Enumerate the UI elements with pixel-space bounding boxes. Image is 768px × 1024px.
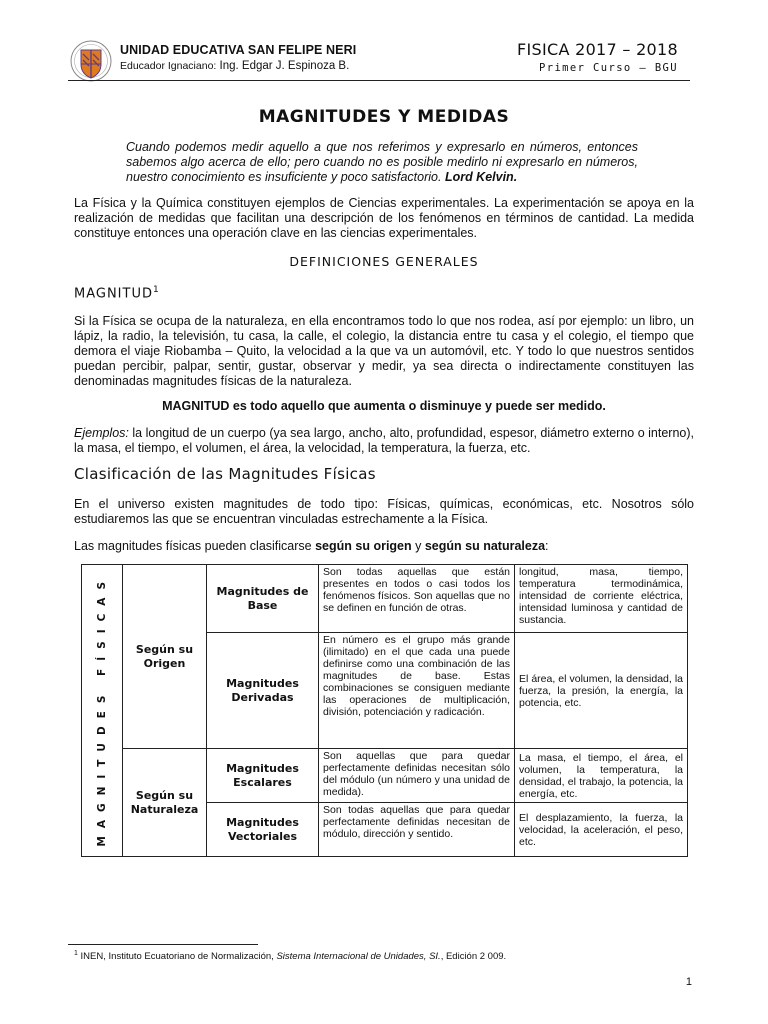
magnitud-paragraph: Si la Física se ocupa de la naturaleza, en ella encontramos todo lo que nos rodea, así por ejemplo: un libro, un lápiz, la radio, la televisión, tu casa, la calle, el colegio, la distancia entre tu casa y el colegio, el tiempo que demora el viaje Riobamba – Quito, la velocidad a la que va un automóvil, etc. Y todo lo que nuestros sentidos puedan percibir, palpar, sentir, gustar, observar y medir, ya sea directa o indirectamente constituyen las denominadas magnitudes físicas de la naturaleza. (74, 314, 694, 388)
examples-text: la longitud de un cuerpo (ya sea largo, ancho, alto, profundidad, espesor, diámetro externo o interno), la masa, el tiempo, el volumen, el área, la velocidad, la temperatura, la fuerza, etc. (74, 426, 694, 455)
type-cell: Magnitudes de Base (207, 565, 319, 633)
course-title: FISICA 2017 – 2018 (516, 40, 678, 59)
side-label-cell (82, 565, 123, 857)
examples-paragraph (74, 426, 694, 456)
classify-origin: según su origen (315, 539, 412, 553)
examples-cell: longitud, masa, tiempo, temperatura termodinámica, intensidad de corriente eléctrica, intensidad luminosa y cantidad de sustancia. (515, 565, 688, 633)
description-cell: Son aquellas que para quedar perfectamente definidas necesitan sólo del módulo (un número y una unidad de medida). (319, 749, 515, 803)
examples-label: Ejemplos: (74, 426, 129, 440)
examples-cell: La masa, el tiempo, el área, el volumen, la temperatura, la densidad, el trabajo, la potencia, la energía, etc. (515, 749, 688, 803)
type-cell: Magnitudes Escalares (207, 749, 319, 803)
footnote-italic: Sistema Internacional de Unidades, SI. (276, 951, 441, 963)
magnitud-definition: MAGNITUD es todo aquello que aumenta o disminuye y puede ser medido. (162, 399, 606, 413)
section-classification-heading: Clasificación de las Magnitudes Físicas (74, 465, 376, 483)
page-number: 1 (685, 976, 692, 988)
classify-paragraph (74, 539, 694, 554)
classify-pre: Las magnitudes físicas pueden clasificarse (74, 539, 316, 553)
table-row (82, 749, 688, 803)
grade-label: Primer Curso – BGU (539, 62, 678, 74)
quote (126, 140, 638, 185)
footnote-divider (68, 944, 258, 945)
magnitud-heading-text: MAGNITUD (74, 286, 153, 302)
footnote-post: , Edición 2 009. (440, 951, 507, 963)
classify-nature: según su naturaleza (424, 539, 546, 553)
universe-paragraph: En el universo existen magnitudes de todo tipo: Físicas, químicas, económicas, etc. Nosotros sólo estudiaremos las que se encuentran vinculadas estrechamente a la Física. (74, 497, 694, 526)
classify-mid: y (411, 539, 425, 553)
footnote (74, 950, 506, 962)
examples-cell: El área, el volumen, la densidad, la fuerza, la presión, la energía, la potencia, etc. (515, 633, 688, 749)
quote-text: Cuando podemos medir aquello a que nos referimos y expresarlo en números, entonces sabemos algo acerca de ello; pero cuando no es posible medirlo ni expresarlo en números, nuestro conocimiento es insuficiente y poco satisfactorio. (126, 140, 638, 184)
section-magnitud-heading (74, 285, 160, 301)
teacher-label: Educador Ignaciano: (120, 60, 217, 72)
teacher-line (120, 60, 349, 72)
school-name: UNIDAD EDUCATIVA SAN FELIPE NERI (120, 43, 357, 57)
side-label: MAGNITUDES FÍSICAS (96, 574, 108, 847)
footnote-ref: 1 (152, 285, 160, 295)
table-row (82, 565, 688, 633)
description-cell: Son todas aquellas que para quedar perfectamente definidas necesitan de módulo, dirección y sentido. (319, 803, 515, 857)
type-cell: Magnitudes Vectoriales (207, 803, 319, 857)
header-divider (68, 80, 690, 81)
school-crest-icon (70, 38, 112, 84)
group-nature: Según su Naturaleza (123, 749, 207, 857)
teacher-name: Ing. Edgar J. Espinoza B. (219, 60, 350, 72)
quote-author: Lord Kelvin. (444, 170, 518, 184)
group-origin: Según su Origen (123, 565, 207, 749)
footnote-pre: INEN, Instituto Ecuatoriano de Normalización, (77, 951, 277, 963)
classification-table (81, 564, 688, 857)
classify-post: : (545, 539, 549, 553)
page-title: MAGNITUDES Y MEDIDAS (258, 107, 510, 127)
type-cell: Magnitudes Derivadas (207, 633, 319, 749)
description-cell: Son todas aquellas que están presentes en todos o casi todos los fenómenos físicos. Son aquellas que no se definen en función de otras. (319, 565, 515, 633)
intro-paragraph: La Física y la Química constituyen ejemplos de Ciencias experimentales. La experimentación se apoya en la realización de medidas que facilitan una descripción de los fenómenos en términos de cantidad. La medida constituye entonces una operación clave en las ciencias experimentales. (74, 196, 694, 240)
description-cell: En número es el grupo más grande (ilimitado) en el que cada una puede definirse como una combinación de las magnitudes de base. Estas combinaciones se consiguen mediante las operaciones de multiplicación, división, potenciación y radicación. (319, 633, 515, 749)
section-definitions-heading: DEFINICIONES GENERALES (289, 254, 479, 269)
examples-cell: El desplazamiento, la fuerza, la velocidad, la aceleración, el peso, etc. (515, 803, 688, 857)
footnote-mark: 1 (74, 950, 78, 957)
